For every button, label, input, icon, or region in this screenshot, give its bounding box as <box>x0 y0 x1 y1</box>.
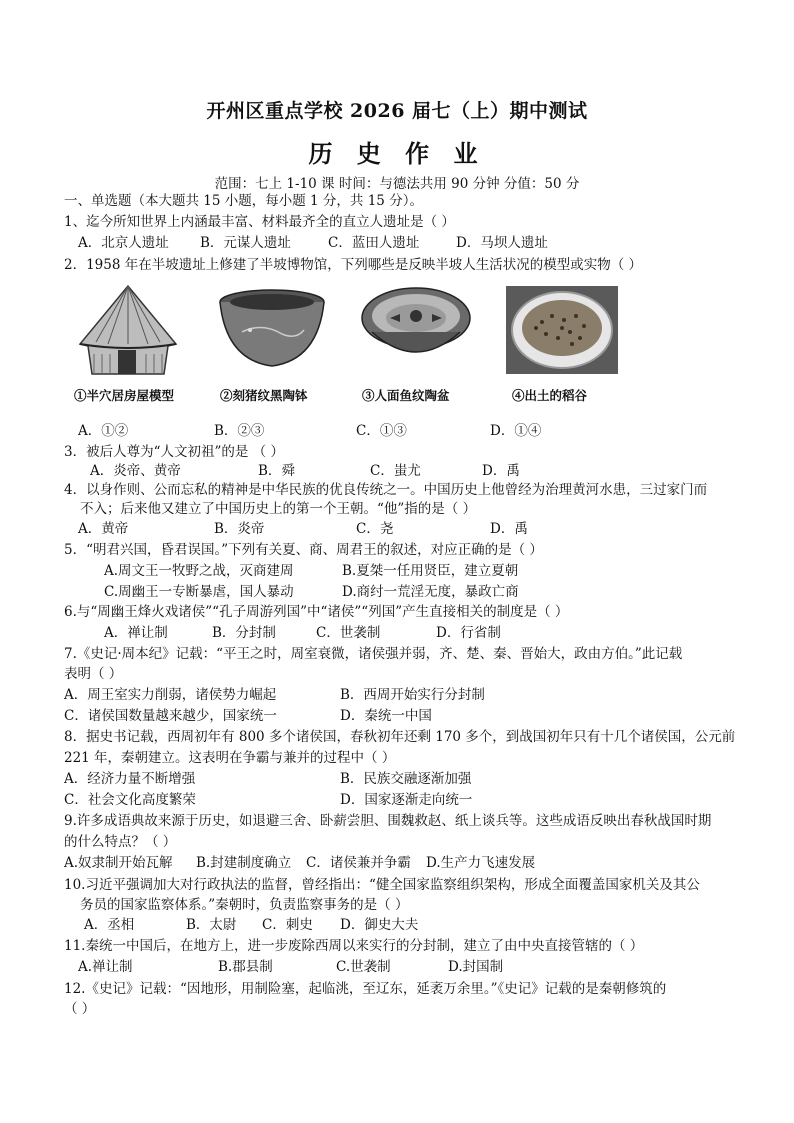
q5-option-d: D.商纣一荒淫无度，暴政亡商 <box>342 584 519 600</box>
q6-option-b: B．分封制 <box>212 625 276 641</box>
q2-caption-3: ③人面鱼纹陶盆 <box>362 388 450 403</box>
question-4-stem-cont: 不入；后来他又建立了中国历史上的第一个王朝。“他”指的是（ ） <box>80 501 477 517</box>
q1-option-d: D．马坝人遗址 <box>456 235 548 251</box>
q2-caption-1: ①半穴居房屋模型 <box>74 388 175 403</box>
question-12-stem: 12.《史记》记载：“因地形，用制险塞，起临洮，至辽东，延袤万余里。”《史记》记载的是秦朝修筑的 <box>64 981 667 997</box>
question-11-stem: 11.秦统一中国后，在地方上，进一步废除西周以来实行的分封制，建立了由中央直接管辖的（ ） <box>64 938 644 954</box>
q8-option-a: A．经济力量不断增强 <box>64 771 196 787</box>
question-2-stem: 2．1958 年在半坡遗址上修建了半坡博物馆，下列哪些是反映半坡人生活状况的模型或实物（ ） <box>64 257 643 273</box>
q1-option-c: C．蓝田人遗址 <box>328 235 420 251</box>
q10-option-b: B．太尉 <box>186 917 237 933</box>
question-7-stem: 7.《史记·周本纪》记载：“平王之时，周室衰微，诸侯强并弱，齐、楚、秦、晋始大，政由方伯。”此记载 <box>64 646 683 662</box>
q3-option-b: B．舜 <box>258 463 295 479</box>
question-4-stem: 4．以身作则、公而忘私的精神是中华民族的优良传统之一。中国历史上他曾经为治理黄河水患，三过家门而 <box>64 482 708 498</box>
exam-title: 开州区重点学校 2026 届七（上）期中测试 <box>206 100 588 122</box>
question-7-stem-cont: 表明（ ） <box>64 666 123 682</box>
question-1-stem: 1、迄今所知世界上内涵最丰富、材料最齐全的直立人遗址是（ ） <box>64 214 455 230</box>
q1-option-b: B．元谋人遗址 <box>200 235 291 251</box>
q7-option-c: C．诸侯国数量越来越少，国家统一 <box>64 708 277 724</box>
q8-option-b: B．民族交融逐渐加强 <box>340 771 472 787</box>
q4-option-b: B．炎帝 <box>214 521 265 537</box>
question-3-stem: 3．被后人尊为“人文初祖”的是 （ ） <box>64 444 284 460</box>
basin-icon <box>356 282 476 378</box>
subject-title: 历 史 作 业 <box>308 139 486 168</box>
q10-option-d: D．御史大夫 <box>340 917 419 933</box>
hut-icon <box>68 282 188 378</box>
q6-option-d: D．行省制 <box>436 625 501 641</box>
q2-caption-4: ④出土的稻谷 <box>512 388 588 403</box>
q9-option-a: A.奴隶制开始瓦解 <box>64 855 173 871</box>
q9-option-b: B.封建制度确立 <box>196 855 292 871</box>
q6-option-a: A．禅让制 <box>104 625 168 641</box>
q11-option-c: C.世袭制 <box>336 959 391 975</box>
bowl-icon <box>212 282 332 378</box>
q3-option-d: D．禹 <box>482 463 520 479</box>
q6-option-c: C．世袭制 <box>316 625 381 641</box>
rice-dish-icon <box>502 282 622 378</box>
q7-option-b: B．西周开始实行分封制 <box>340 687 485 703</box>
q9-option-d: D.生产力飞速发展 <box>426 855 536 871</box>
question-10-stem: 10.习近平强调加大对行政执法的监督，曾经指出：“健全国家监察组织架构，形成全面覆盖国家机关及其公 <box>64 877 700 893</box>
q2-option-a: A．①② <box>78 423 129 439</box>
q11-option-b: B.郡县制 <box>218 959 273 975</box>
question-8-stem-cont: 221 年，秦朝建立。这表明在争霸与兼并的过程中（ ） <box>64 750 396 766</box>
q5-option-b: B.夏桀一任用贤臣，建立夏朝 <box>342 563 519 579</box>
q11-option-d: D.封国制 <box>448 959 504 975</box>
section-heading: 一、单选题（本大题共 15 小题，每小题 1 分，共 15 分）。 <box>64 193 423 209</box>
q10-option-c: C．刺史 <box>262 917 313 933</box>
question-12-stem-cont: （ ） <box>64 1001 96 1017</box>
q3-option-c: C．蚩尤 <box>370 463 421 479</box>
q4-option-a: A．黄帝 <box>78 521 129 537</box>
q8-option-c: C．社会文化高度繁荣 <box>64 792 196 808</box>
question-9-stem: 9.许多成语典故来源于历史，如退避三舍、卧薪尝胆、围魏救赵、纸上谈兵等。这些成语反映出春秋战国时期 <box>64 813 712 829</box>
question-5-stem: 5．“明君兴国，昏君误国。”下列有关夏、商、周君王的叙述，对应正确的是（ ） <box>64 542 543 558</box>
q11-option-a: A.禅让制 <box>78 959 133 975</box>
q2-option-d: D．①④ <box>490 423 542 439</box>
q3-option-a: A．炎帝、黄帝 <box>90 463 181 479</box>
q4-option-c: C．尧 <box>356 521 394 537</box>
question-10-stem-cont: 务员的国家监察体系。”秦朝时，负责监察事务的是（ ） <box>80 897 409 913</box>
q4-option-d: D．禹 <box>490 521 528 537</box>
exam-info: 范围：七上 1-10 课 时间：与德法共用 90 分钟 分值：50 分 <box>214 176 580 192</box>
q1-option-a: A．北京人遗址 <box>78 235 169 251</box>
q10-option-a: A．丞相 <box>84 917 135 933</box>
q8-option-d: D．国家逐渐走向统一 <box>340 792 473 808</box>
question-9-stem-cont: 的什么特点？（ ） <box>64 834 177 850</box>
q5-option-c: C.周幽王一专断暴虐，国人暴动 <box>104 584 294 600</box>
q7-option-d: D．秦统一中国 <box>340 708 432 724</box>
question-6-stem: 6.与“周幽王烽火戏诸侯”“孔子周游列国”中“诸侯”“列国”产生直接相关的制度是（ ） <box>64 604 569 620</box>
q7-option-a: A．周王室实力削弱，诸侯势力崛起 <box>64 687 277 703</box>
q2-option-c: C．①③ <box>356 423 407 439</box>
question-8-stem: 8．据史书记载，西周初年有 800 多个诸侯国，春秋初年还剩 170 多个，到战国初年只有十几个诸侯国，公元前 <box>64 729 736 745</box>
q2-option-b: B．②③ <box>214 423 265 439</box>
q5-option-a: A.周文王一牧野之战，灭商建周 <box>104 563 294 579</box>
q9-option-c: C．诸侯兼并争霸 <box>306 855 411 871</box>
q2-caption-2: ②刻猪纹黑陶钵 <box>220 388 308 403</box>
